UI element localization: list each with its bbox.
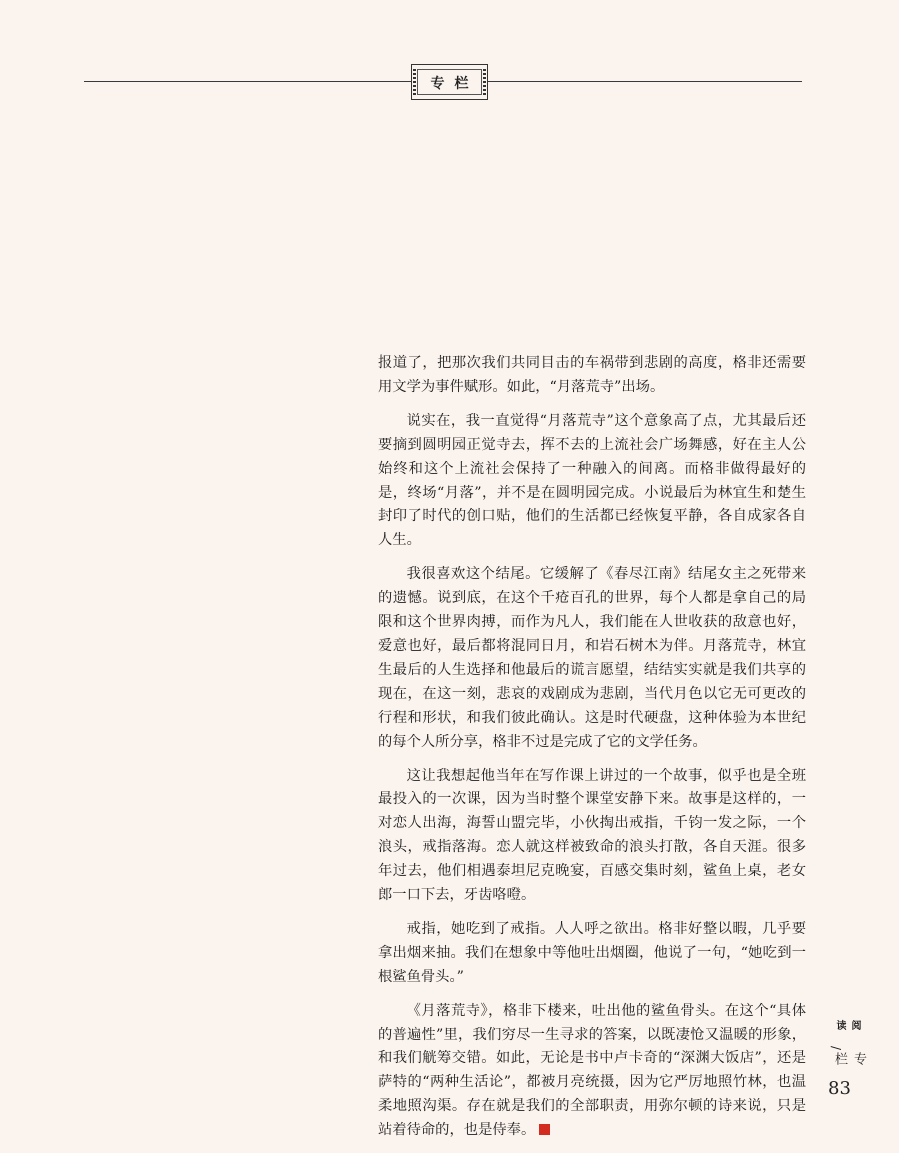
column-header-label: 专栏: [430, 76, 479, 92]
paragraph: 这让我想起他当年在写作课上讲过的一个故事，似乎也是全班最投入的一次课，因为当时整个课堂安静下来。故事是这样的，一对恋人出海，海誓山盟完毕，小伙掏出戒指，千钧一发之际，一个浪头，戒指落海。恋人就这样被致命的浪头打散，各自天涯。很多年过去，他们相遇泰坦尼克晚宴，百感交集时刻，鲨鱼上桌，老女郎一口下去，牙齿咯噔。: [378, 767, 806, 904]
paragraph: 我很喜欢这个结尾。它缓解了《春尽江南》结尾女主之死带来的遗憾。说到底，在这个千疮百孔的世界，每个人都是拿自己的局限和这个世界肉搏，而作为凡人，我们能在人世收获的敌意也好，爱意也好，最后都将混同日月，和岩石树木为伴。月落荒寺，林宜生最后的人生选择和他最后的谎言愿望，结结实实就是我们共享的现在，在这一刻，悲哀的戏剧成为悲剧，当代月色以它无可更改的行程和形状，和我们彼此确认。这是时代硬盘，这种体验为本世纪的每个人所分享，格非不过是完成了它的文学任务。: [378, 566, 806, 750]
header-rule-right: [488, 81, 802, 82]
section-name: 专栏: [832, 1052, 866, 1065]
paragraph: 说实在，我一直觉得“月落荒寺”这个意象高了点，尤其最后还要摘到圆明园正觉寺去，挥不去的上流社会广场舞感，好在主人公始终和这个上流社会保持了一种融入的间离。而格非做得最好的是，终场“月落”，并不是在圆明园完成。小说最后为林宜生和楚生封印了时代的创口贴，他们的生活都已经恢复平静，各自成家各自人生。: [378, 412, 806, 549]
column-header-badge: [411, 64, 488, 100]
article-body: [378, 352, 806, 1153]
label-separator: /: [829, 1045, 844, 1051]
page-number: 83: [828, 1078, 851, 1099]
paragraph: 戒指，她吃到了戒指。人人呼之欲出。格非好整以暇，几乎要拿出烟来抽。我们在想象中等他吐出烟圈，他说了一句，“她吃到一根鲨鱼骨头。”: [378, 920, 806, 985]
paragraph-continued: 报道了，把那次我们共同目击的车祸带到悲剧的高度，格非还需要用文学为事件赋形。如此，“月落荒寺”出场。: [378, 355, 806, 395]
paragraph-final-text: 《月落荒寺》，格非下楼来，吐出他的鲨鱼骨头。在这个“具体的普遍性”里，我们穷尽一生寻求的答案，以既凄怆又温暖的形象，和我们觥筹交错。如此，无论是书中卢卡奇的“深渊大饭店”，还是萨特的“两种生活论”，都被月亮统摄，因为它严厉地照竹林，也温柔地照沟渠。存在就是我们的全部职责，用弥尔顿的诗来说，只是站着待命的，也是侍奉。: [378, 1002, 806, 1139]
header-rule-left: [84, 81, 411, 82]
end-mark-icon: [539, 1124, 550, 1135]
paragraph-final: [378, 1000, 806, 1143]
magazine-name: 阅读: [834, 1020, 860, 1030]
